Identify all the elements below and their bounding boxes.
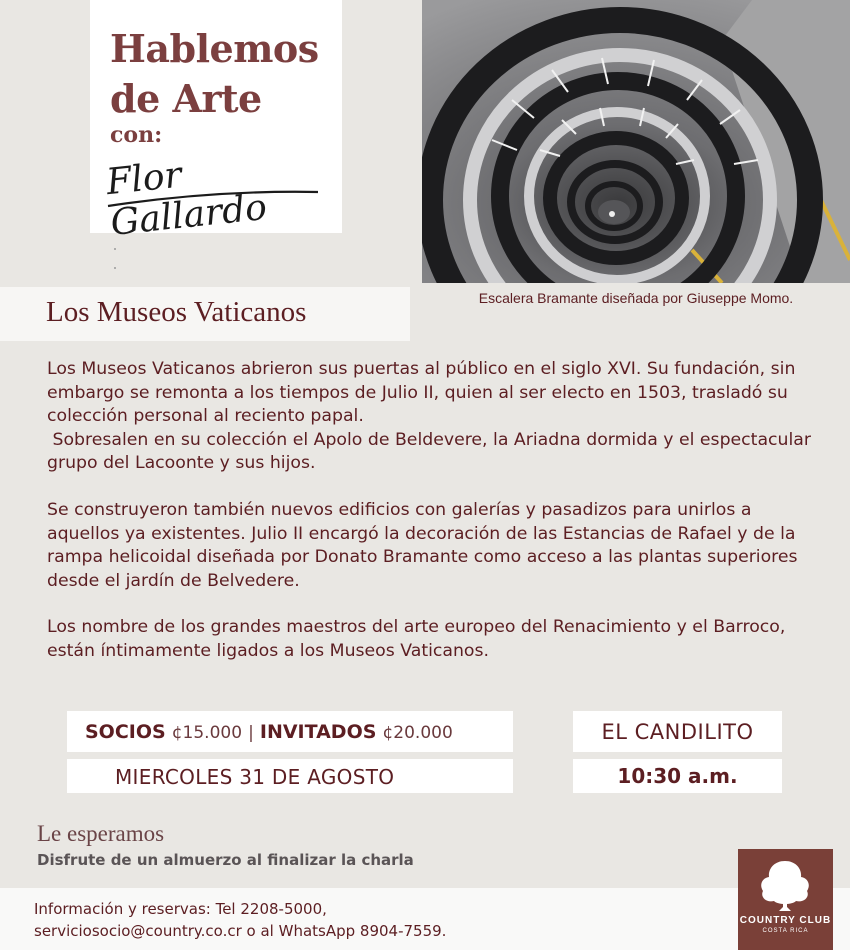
invitados-label: INVITADOS (259, 721, 377, 743)
body-text (47, 358, 817, 687)
presenter-signature: Flor Gallardo (104, 154, 269, 245)
country-club-logo (738, 849, 833, 950)
socios-price: ¢15.000 (171, 723, 243, 743)
time-box (573, 759, 782, 793)
price-box (67, 711, 513, 752)
body-paragraph: Los nombre de los grandes maestros del arte europeo del Renacimiento y el Barroco, están íntimamente ligados a los Museos Vaticanos. (47, 617, 791, 661)
body-paragraph: Se construyeron también nuevos edificios con galerías y pasadizos para unirlos a aquellos ya existentes. Julio II encargó la decoración de las Estancias de Rafael y de la rampa helicoidal diseñada por Donato Bramante como acceso a las plantas superiores desde el jardín de Belvedere. (47, 499, 804, 591)
tree-icon (738, 849, 833, 915)
contact-phone-line: Información y reservas: Tel 2208-5000, (34, 900, 327, 918)
place-box (573, 711, 782, 752)
contact-email-line: serviciosocio@country.co.cr o al WhatsApp 8904-7559. (34, 922, 447, 940)
event-date: MIERCOLES 31 DE AGOSTO (115, 765, 395, 789)
title-line-2: de Arte (110, 76, 262, 121)
decorative-dot (114, 248, 116, 250)
closing-note: Disfrute de un almuerzo al finalizar la charla (37, 851, 414, 869)
price-line (85, 721, 453, 743)
event-time: 10:30 a.m. (617, 764, 738, 788)
socios-label: SOCIOS (85, 721, 166, 743)
price-separator: | (248, 723, 254, 743)
section-heading: Los Museos Vaticanos (46, 296, 307, 328)
photo-caption: Escalera Bramante diseñada por Giuseppe Momo. (478, 290, 794, 306)
title-card (90, 0, 342, 245)
invitados-price: ¢20.000 (382, 723, 453, 743)
title-con: con: (110, 122, 163, 148)
logo-name: COUNTRY CLUB (739, 915, 832, 926)
date-box (67, 759, 513, 793)
footer (0, 888, 850, 950)
signature-underline (104, 186, 324, 210)
decorative-dot (114, 267, 116, 269)
closing-title: Le esperamos (37, 821, 165, 846)
title-line-1: Hablemos (110, 26, 319, 71)
event-place: EL CANDILITO (601, 720, 754, 744)
body-paragraph: Los Museos Vaticanos abrieron sus puertas al público en el siglo XVI. Su fundación, sin embargo se remonta a los tiempos de Julio II, quien al ser electo en 1503, trasladó su colección personal al reciento papal. Sobresalen en su colección el Apolo de Beldevere, la Ariadna dormida y el espectacular grupo del Lacoonte y sus hijos. (47, 359, 811, 474)
logo-subtitle: COSTA RICA (762, 928, 809, 934)
section-heading-box (0, 287, 410, 341)
spiral-staircase-photo (422, 0, 850, 283)
